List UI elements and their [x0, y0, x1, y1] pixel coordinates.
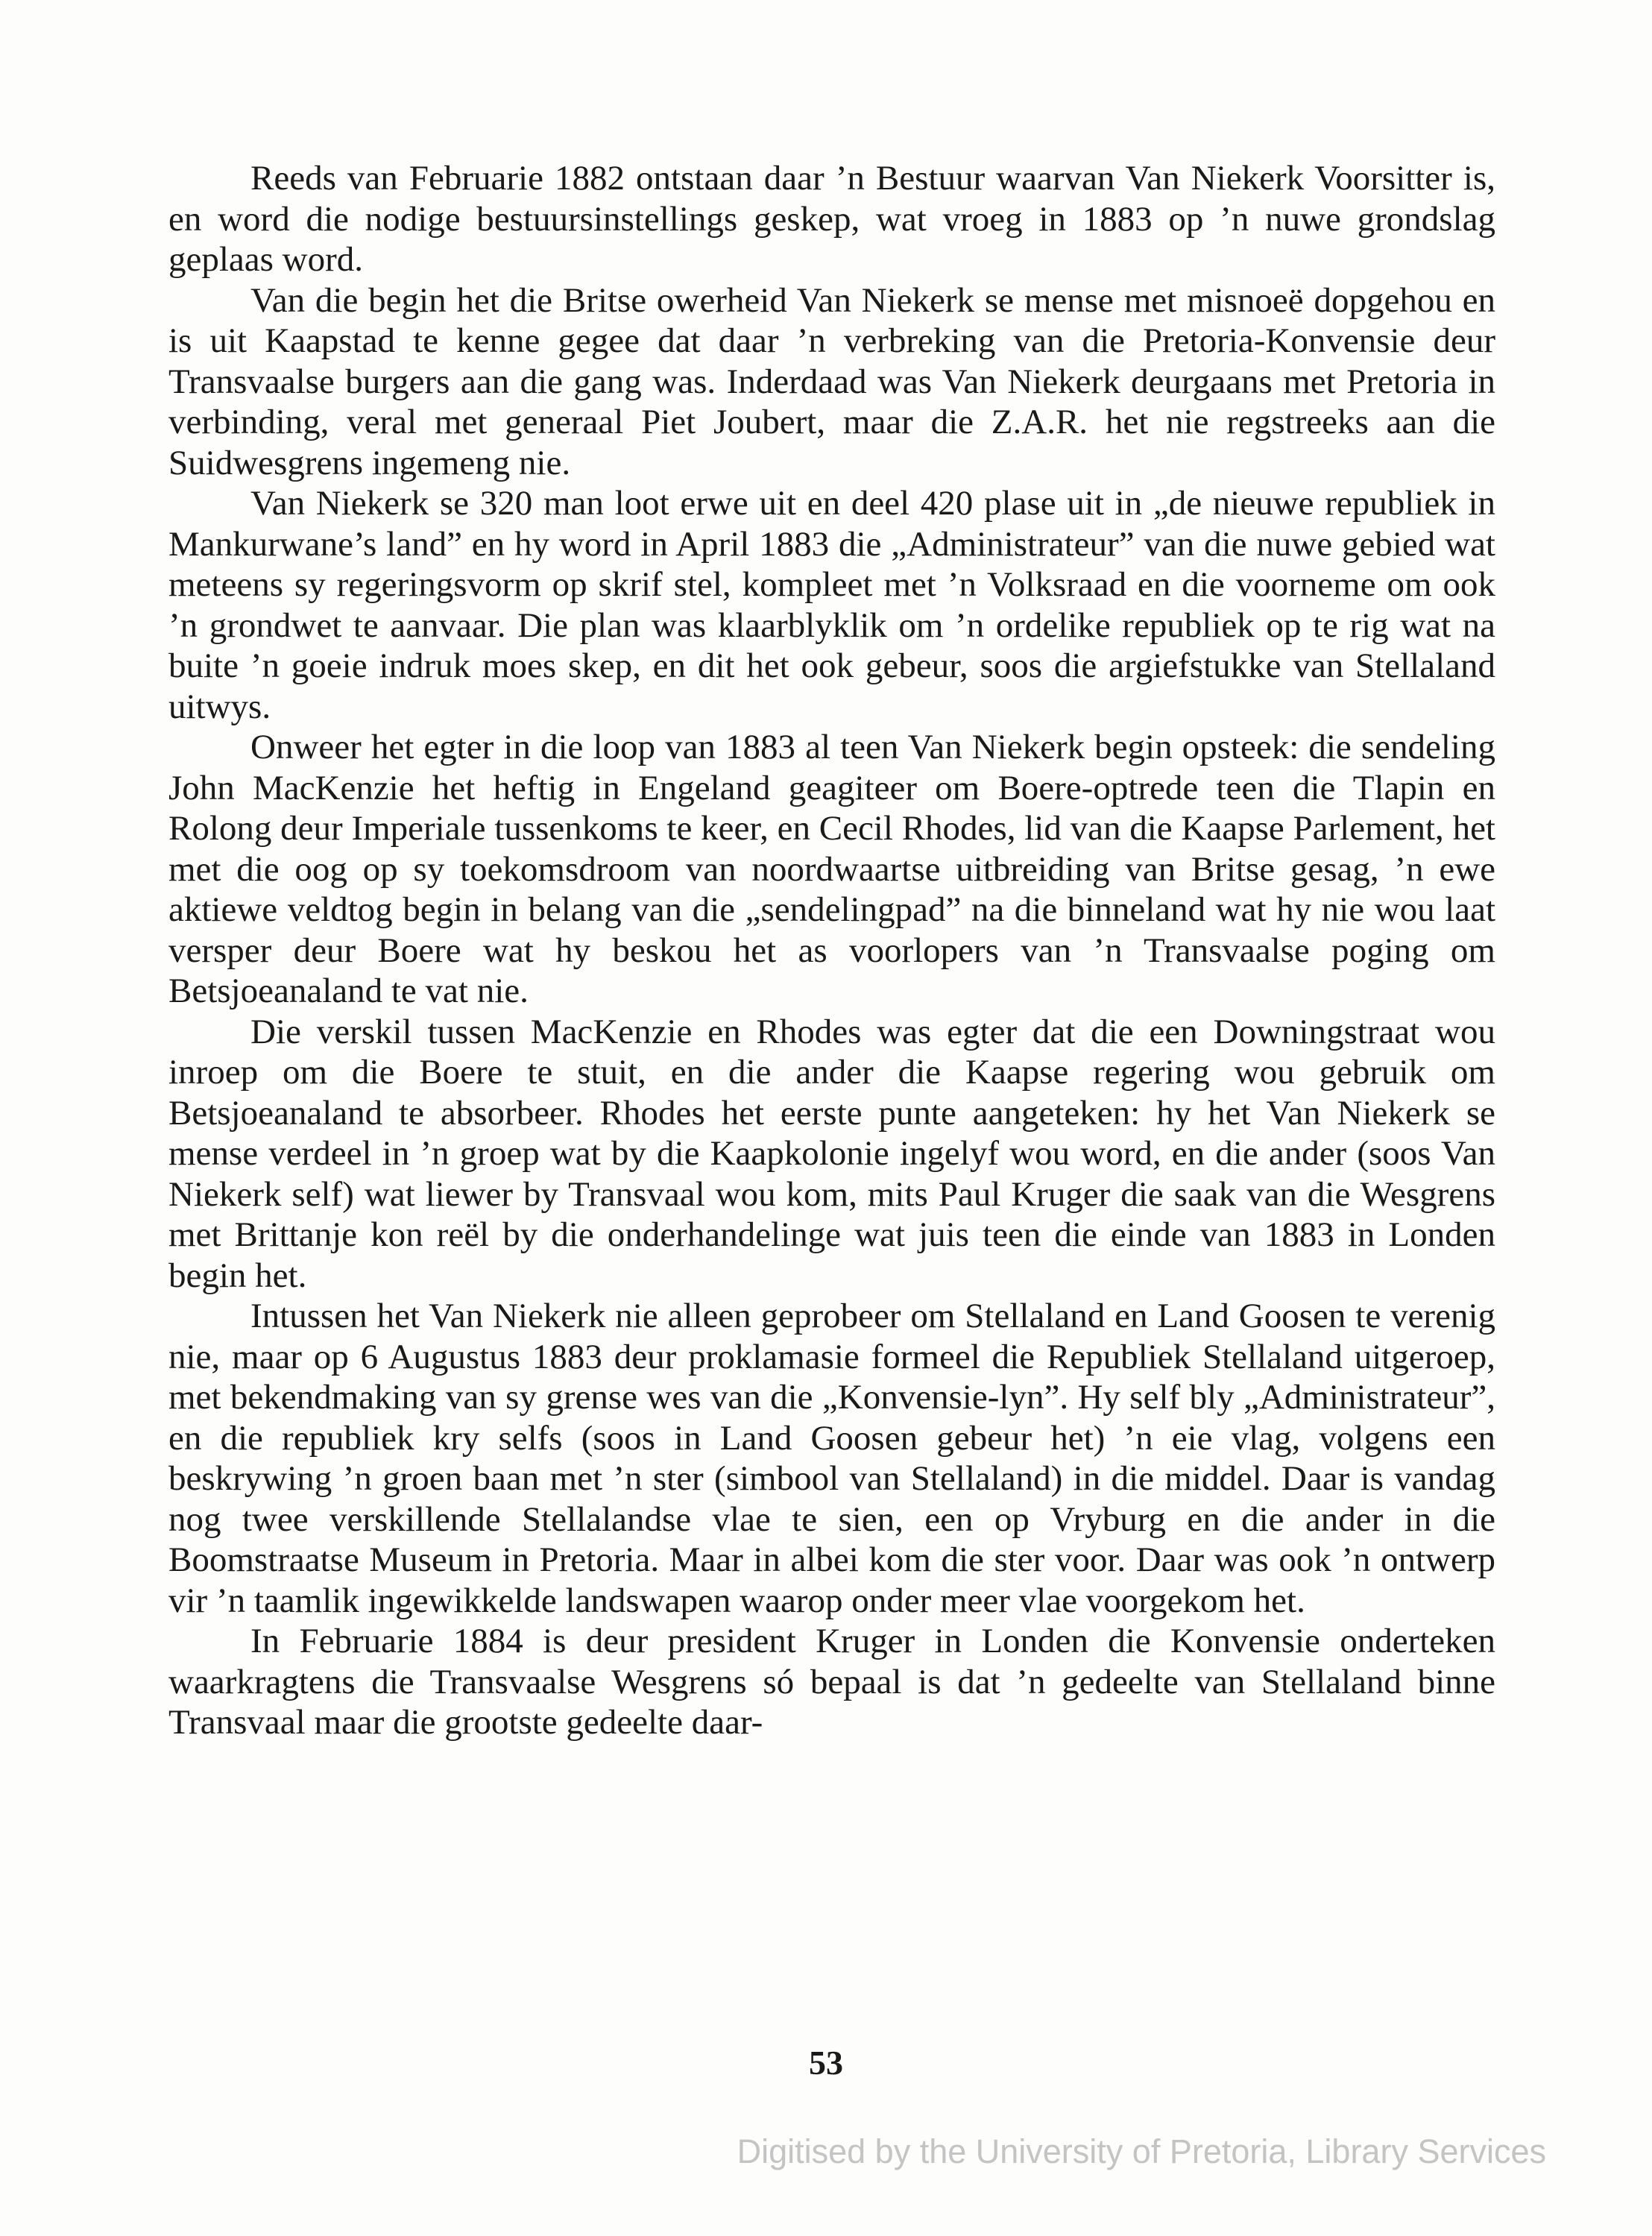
body-text	[168, 158, 1495, 1743]
paragraph-2: Van die begin het die Britse owerheid Van Niekerk se mense met misnoeë dopgehou en is uit Kaapstad te kenne gegee dat daar ’n verbreking van die Pretoria-Konvensie deur Transvaalse burgers aan die gang was. Inderdaad was Van Niekerk deurgaans met Pretoria in verbinding, veral met generaal Piet Joubert, maar die Z.A.R. het nie regstreeks aan die Suidwesgrens ingemeng nie.	[168, 280, 1495, 482]
paragraph-1: Reeds van Februarie 1882 ontstaan daar ’n Bestuur waarvan Van Niekerk Voorsitter is, en word die nodige bestuursinstellings geskep, wat vroeg in 1883 op ’n nuwe grondslag geplaas word.	[168, 159, 1495, 279]
paragraph-3: Van Niekerk se 320 man loot erwe uit en deel 420 plase uit in „de nieuwe republiek in Mankurwane’s land” en hy word in April 1883 die „Administrateur” van die nuwe gebied wat meteens sy regeringsvorm op skrif stel, kompleet met ’n Volksraad en die voorneme om ook ’n grondwet te aanvaar. Die plan was klaarblyklik om ’n ordelike republiek op te rig wat na buite ’n goeie indruk moes skep, en dit het ook gebeur, soos die argiefstukke van Stellaland uitwys.	[168, 484, 1495, 726]
paragraph-4: Onweer het egter in die loop van 1883 al teen Van Niekerk begin opsteek: die sendeling John MacKenzie het heftig in Engeland geagiteer om Boere-optrede teen die Tlapin en Rolong deur Imperiale tussenkoms te keer, en Cecil Rhodes, lid van die Kaapse Parlement, het met die oog op sy toekomsdroom van noordwaartse uitbreiding van Britse gesag, ’n ewe aktiewe veldtog begin in belang van die „sendelingpad” na die binneland wat hy nie wou laat versper deur Boere wat hy beskou het as voorlopers van ’n Transvaalse poging om Betsjoeanaland te vat nie.	[168, 728, 1495, 1010]
paragraph-5: Die verskil tussen MacKenzie en Rhodes was egter dat die een Downingstraat wou inroep om die Boere te stuit, en die ander die Kaapse regering wou gebruik om Betsjoeanaland te absorbeer. Rhodes het eerste punte aangeteken: hy het Van Niekerk se mense verdeel in ’n groep wat by die Kaapkolonie ingelyf wou word, en die ander (soos Van Niekerk self) wat liewer by Transvaal wou kom, mits Paul Kruger die saak van die Wesgrens met Brittanje kon reël by die onderhandelinge wat juis teen die einde van 1883 in Londen begin het.	[168, 1012, 1495, 1295]
paragraph-7: In Februarie 1884 is deur president Kruger in Londen die Konvensie onderteken waarkragtens die Transvaalse Wesgrens só bepaal is dat ’n gedeelte van Stellaland binne Transvaal maar die grootste gedeelte daar-	[168, 1622, 1495, 1742]
paragraph-6: Intussen het Van Niekerk nie alleen geprobeer om Stellaland en Land Goosen te verenig nie, maar op 6 Augustus 1883 deur proklamasie formeel die Republiek Stellaland uitgeroep, met bekendmaking van sy grense wes van die „Konvensie-lyn”. Hy self bly „Administrateur”, en die republiek kry selfs (soos in Land Goosen gebeur het) ’n eie vlag, volgens een beskrywing ’n groen baan met ’n ster (simbool van Stellaland) in die middel. Daar is vandag nog twee verskillende Stellalandse vlae te sien, een op Vryburg en die ander in die Boomstraatse Museum in Pretoria. Maar in albei kom die ster voor. Daar was ook ’n ontwerp vir ’n taamlik ingewikkelde landswapen waarop onder meer vlae voorgekom het.	[168, 1297, 1495, 1620]
page-number: 53	[809, 2044, 843, 2082]
digitisation-watermark: Digitised by the University of Pretoria, Library Services	[737, 2132, 1546, 2170]
